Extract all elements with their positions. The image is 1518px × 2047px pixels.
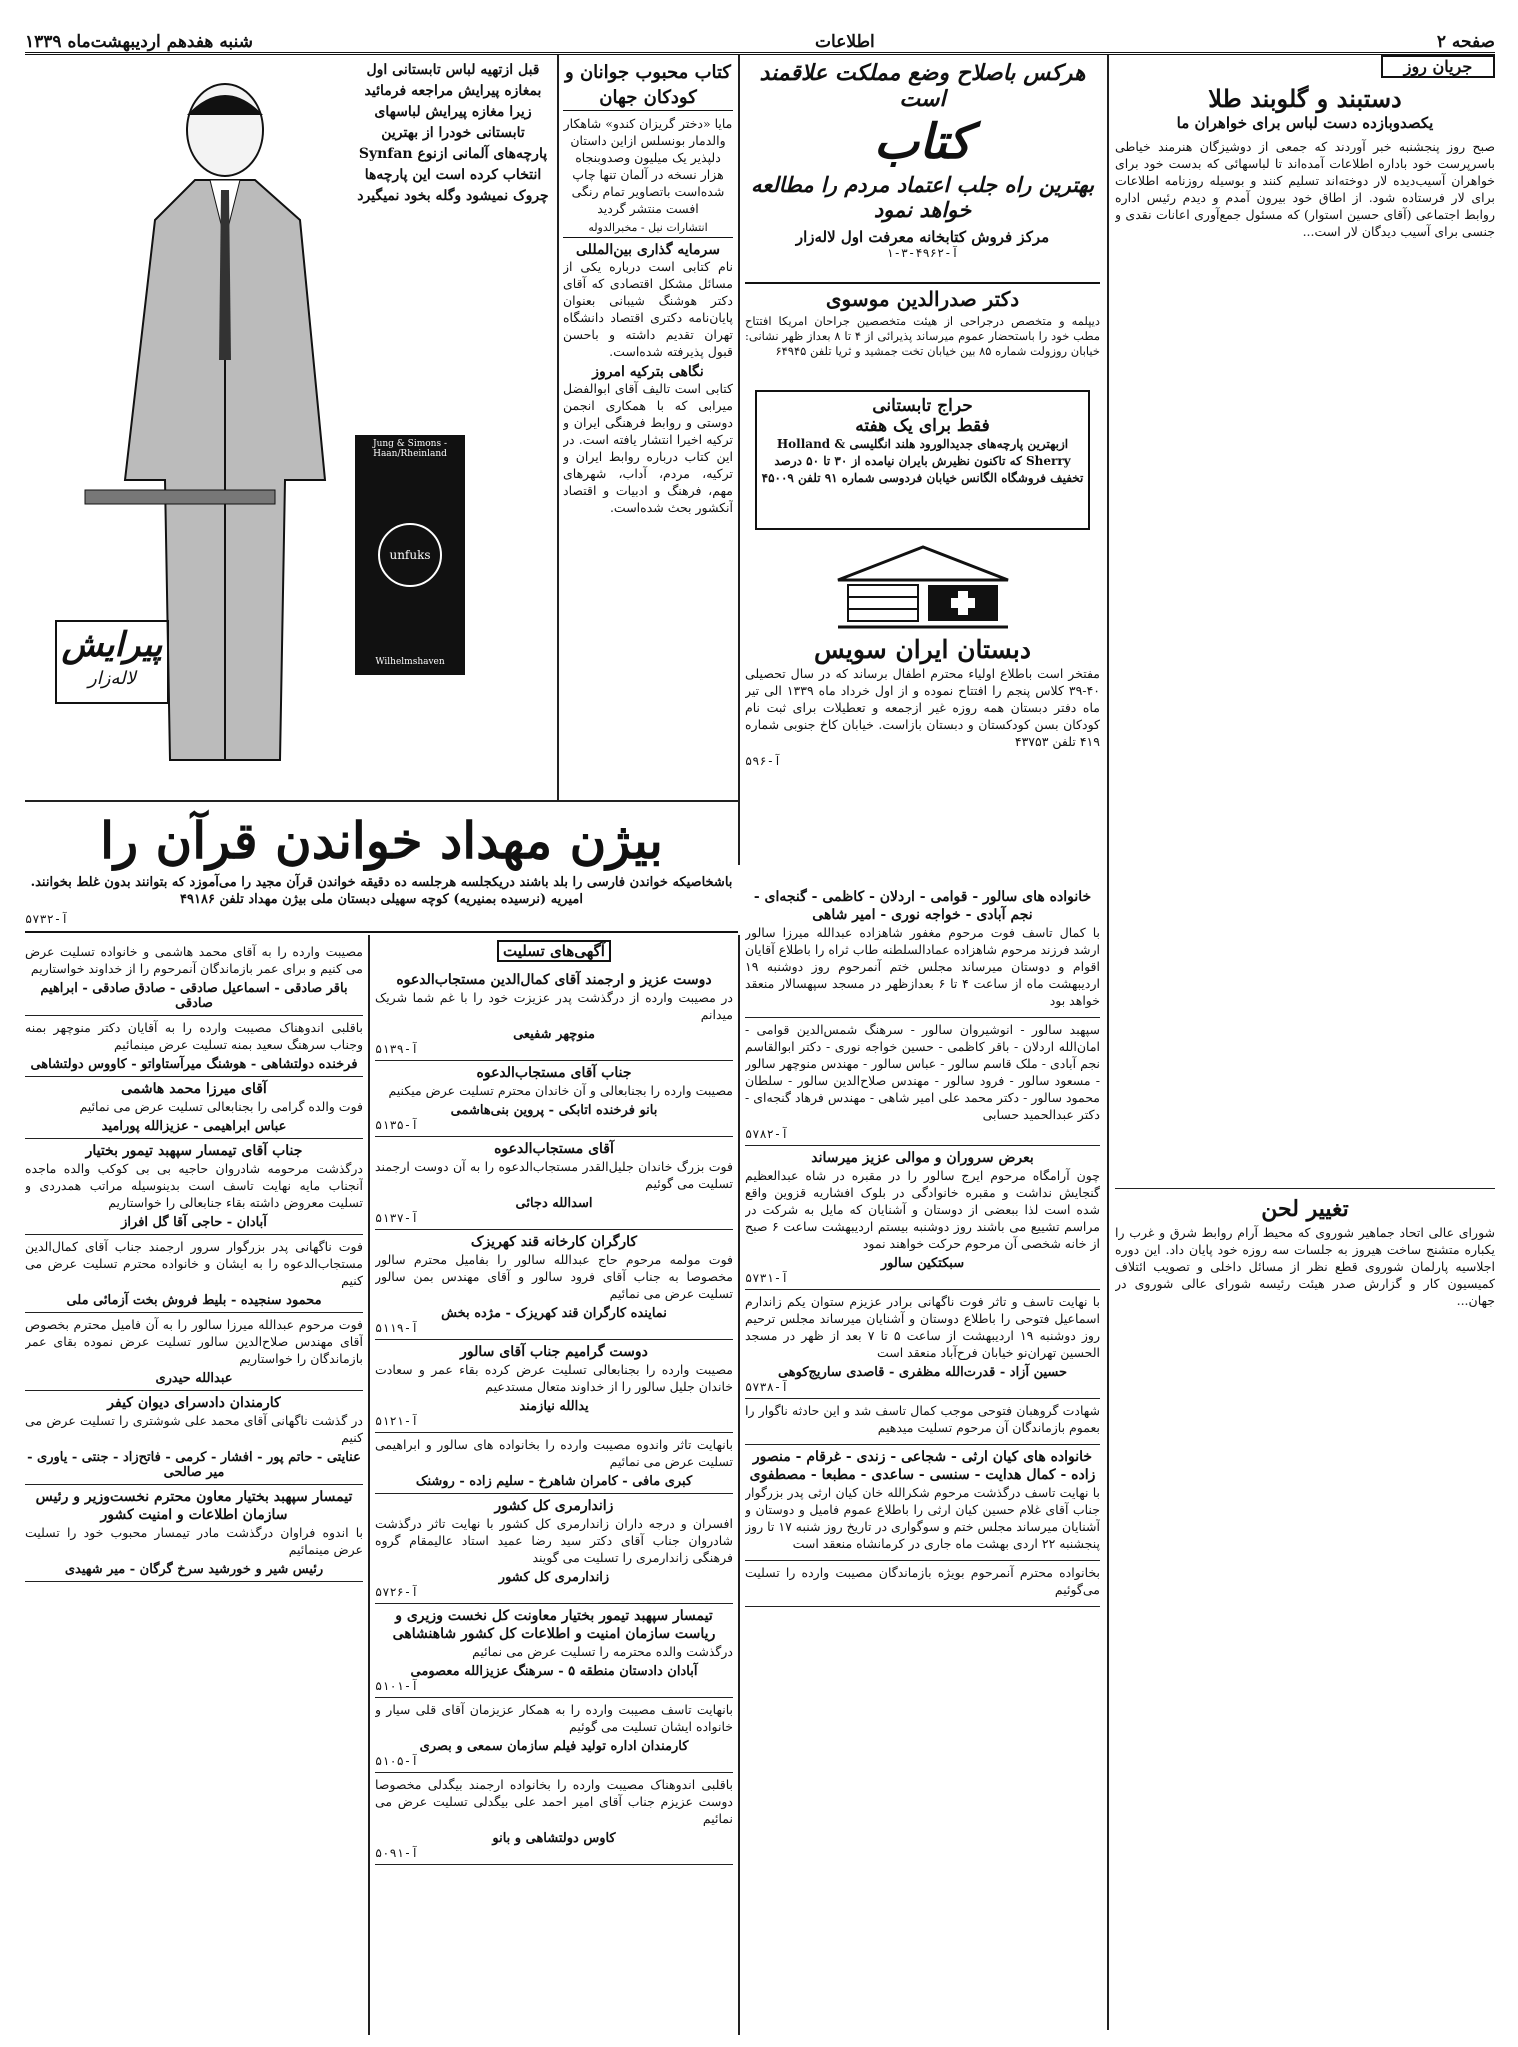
notice-signature: عنایتی - حاتم پور - افشار - کرمی - فاتح‌زاد - جنتی - یاوری - میر صالحی (27, 1450, 361, 1480)
condolence-notice (745, 1561, 1100, 1607)
page-number: صفحه ۲ (1436, 32, 1495, 52)
condolence-notice (745, 1290, 1100, 1399)
condolence-notice (745, 1018, 1100, 1146)
notice-code: آ-۵۷۳۸ (745, 1380, 789, 1394)
condolence-notice (375, 1433, 733, 1494)
notice-title: تیمسار سپهبد تیمور بختیار معاونت کل نخست وزیری و ریاست سازمان امنیت و اطلاعات کل کشور شاهنشاهی (392, 1608, 716, 1642)
notice-code: آ-۵۱۳۵ (375, 1118, 419, 1132)
article-body-2: شورای عالی اتحاد جماهیر شوروی که محیط آرام روابط شرق و غرب را یکباره متشنج ساخت هیروز به جلسات سه روزه خود پایان داد. این دوره اجلاسیه پارلمان شوروی قطع نظر از مسائل داخلی و تصویب ائتلاف کمیسیون کار و گزارش صدر هیئت رئیسه شورای عالی شوروی در جهان... (1115, 1225, 1495, 1308)
condolence-notice (375, 1604, 733, 1698)
bookstore-ad (745, 60, 1100, 265)
notice-signature: محمود سنجیده - بلیط فروش بخت آزمائی ملی (66, 1293, 322, 1308)
notice-text: فوت والده گرامی را بجنابعالی تسلیت عرض می نمائیم (79, 1099, 363, 1114)
school-code: آ-۵۹۶ (745, 754, 782, 768)
books-sub-2: نگاهی بترکیه امروز (592, 364, 704, 380)
bookstore-line-2: کتاب (873, 114, 972, 170)
notice-text: فوت مرحوم عبدالله میرزا سالور را به آن فامیل محترم بخصوص آقای مهندس صلاح‌الدین سالور تسلیت عرض نموده بقای عمر بازماندگان را خواستاریم (25, 1317, 363, 1366)
notice-text: با نهایت تاسف و تاثر فوت ناگهانی برادر عزیزم ستوان یکم زاندارم اسماعیل فتوحی را باطلاع دوستان و آشنایان میرساند مجلس ترحیم روز دوشنبه ۱۹ اردیبهشت از ساعت ۵ تا ۷ بعد از ظهر در مسجد الحسین تهران‌نو خیابان فرح‌آباد منعقد است (745, 1294, 1100, 1360)
clothing-text: قبل ازتهیه لباس تابستانی اول بمغازه پیرایش مراجعه فرمائید زیرا مغازه پیرایش لباسهای تابستانی خودرا از بهترین پارچه‌های آلمانی ازنوع Synfan انتخاب کرده است این پارچه‌ها چروک نمیشود وگله بخود نمیگیرد (357, 62, 549, 204)
condolences-header-text: آگهی‌های تسلیت (503, 942, 605, 960)
notice-signature: فرخنده دولتشاهی - هوشنگ میرآستاواتو - کاووس دولتشاهی (30, 1057, 358, 1072)
notice-text: فوت ناگهانی پدر بزرگوار سرور ارجمند جناب آقای کمال‌الدین مستجاب‌الدعوه را به ایشان و خانواده محترم تسلیت عرض می کنیم (25, 1239, 363, 1288)
condolence-notice (25, 1313, 363, 1391)
notice-code: آ-۵۱۱۹ (375, 1321, 419, 1335)
notice-title: بعرض سروران و موالی عزیز میرساند (811, 1150, 1034, 1166)
paper-name: اطلاعات (815, 32, 875, 52)
notice-signature: کاوس دولتشاهی و بانو (492, 1831, 616, 1846)
notice-title: خانواده های کیان ارثی - شجاعی - زندی - غرقام - منصور زاده - کمال هدایت - سنسی - ساعدی - مطبعا - مصطفوی (749, 1449, 1096, 1483)
clothing-ad (25, 60, 553, 795)
fabric-logo (378, 523, 442, 587)
notice-text: در گذشت ناگهانی آقای محمد علی شوشتری را تسلیت عرض می کنیم (25, 1413, 363, 1445)
condolence-notice (25, 1485, 363, 1582)
condolence-notice (745, 885, 1100, 1018)
notice-text: چون آرامگاه مرحوم ایرج سالور را در مقبره در شاه عبدالعظیم گنجایش نداشت و مقبره خانوادگی در بلوک افشاریه قزوین واقع شده است لذا ببعضی از دوستان و آشنایان که مایل به شرکت در مراسم تشییع می باشند روز دوشنبه بیستم اردیبهشت ساعت ۶ صبح از خانه شخصی آن مرحوم حرکت خواهند نمود (745, 1168, 1100, 1251)
books-sub-1-body: نام کتابی است درباره یکی از مسائل مشکل اقتصادی که آقای دکتر هوشنگ شیبانی بعنوان پایان‌نامه دکتری اقتصاد دانشگاه تهران تقدیم داشته و باحسن قبول پذیرفته شده‌است. (563, 259, 733, 359)
notice-signature: عبدالله حیدری (155, 1371, 233, 1386)
quran-title: بیژن مهداد خواندن قرآن را (100, 811, 663, 870)
notice-signature: منوچهر شفیعی (513, 1027, 595, 1042)
notice-title: کارمندان دادسرای دیوان کیفر (107, 1395, 281, 1411)
condolences-col-1 (25, 940, 363, 2030)
sidebar (1115, 55, 1495, 2035)
section-title: جریان روز (1381, 55, 1495, 78)
notice-text: درگذشت والده محترمه را تسلیت عرض می نمائیم (472, 1644, 733, 1659)
notice-signature: آبادان - حاجی آقا گل افراز (121, 1215, 267, 1230)
school-ad (745, 545, 1100, 875)
books-sub-1: سرمایه گذاری بین‌المللی (576, 242, 720, 258)
notice-text: بانهایت تاسف مصیبت وارده را به همکار عزیزمان آقای قلی سیار و خانواده ایشان تسلیت می گوئیم (375, 1702, 733, 1734)
fabric-label (355, 435, 465, 675)
notice-signature: عباس ابراهیمی - عزیزالله پورامید (101, 1119, 287, 1134)
fabric-sub: Wilhelmshaven (375, 657, 445, 667)
notice-signature: اسدالله دجائی (515, 1196, 593, 1211)
condolence-notice (375, 1494, 733, 1604)
fabric-brand: Jung & Simons - Haan/Rheinland (372, 439, 447, 459)
notice-text: در مصیبت وارده از درگذشت پدر عزیزت خود را با غم شما شریک میدانم (375, 990, 733, 1022)
quran-code: آ-۵۷۳۲ (25, 912, 69, 926)
books-sub-2-body: کتابی است تالیف آقای ابوالفضل میرابی که با همکاری انجمن دوستی و روابط فرهنگی ایران و ترکیه اخیرا انتشار یافته است. در این کتاب درباره روابط ایران و ترکیه، مردم، آداب، شهرهای مهم، فرهنگ و ادبیات و اقتصاد آنکشور بحث شده‌است. (563, 381, 733, 515)
notice-code: آ-۵۱۲۱ (375, 1414, 419, 1428)
notice-title: جناب آقای مستجاب‌الدعوه (476, 1065, 632, 1081)
notice-text: بانهایت تاثر واندوه مصیبت وارده را بخانواده های سالور و ابراهیمی تسلیت عرض می نمائیم (375, 1437, 733, 1469)
notice-title: آقای مستجاب‌الدعوه (494, 1141, 614, 1157)
article-body-1: صبح روز پنجشنبه خبر آوردند که جمعی از دوشیزگان هنرمند خیاطی باسرپرست خود باداره اطلاعات آمده‌اند تا لباسهائی که بدست خود برای خواهران آسیب‌دیده لار دوخته‌اند تسلیم کنند و بوسیله روزنامه اطلاعات برای لار فرستاده شود. از اطاق خود بیرون آمدم و دیدم رئیس اداره روابط اجتماعی (آقای حسین استوار) که مسئول جمع‌آوری اعانات نقدی و جنسی برای آسیب دیدگان لار است... (1115, 139, 1495, 239)
notice-text: درگذشت مرحومه شادروان حاجیه بی بی کوکب والده ماجده آنجناب مایه نهایت تاسف است بدینوسیله مراتب همدردی و تسلیت معروض داشته بقاء جنابعالی را خواستاریم (25, 1161, 363, 1210)
notice-text: فوت مولمه مرحوم حاج عبدالله سالور را بفامیل محترم سالور مخصوصا به جناب آقای فرود سالور و آقای مهندس بمن سالور تسلیت عرض می نمائیم (375, 1252, 733, 1301)
notice-signature: کبری مافی - کامران شاهرخ - سلیم زاده - روشنک (415, 1474, 693, 1489)
books-publisher: انتشارات نیل - مخبرالدوله (563, 221, 733, 238)
notice-signature: آبادان دادستان منطقه ۵ - سرهنگ عزیزالله معصومی (410, 1664, 698, 1679)
notice-text: فوت بزرگ خاندان جلیل‌القدر مستجاب‌الدعوه را به آن دوست ارجمند تسلیت می گوئیم (375, 1159, 733, 1191)
condolence-notice (375, 968, 733, 1061)
doctor-name: دکتر صدرالدین موسوی (825, 287, 1020, 311)
notice-signature: حسین آزاد - قدرت‌الله مظفری - قاصدی ساریج‌کوهی (777, 1365, 1068, 1380)
store-logo (55, 620, 169, 704)
condolence-notice (375, 1773, 733, 1865)
notice-signature: رئیس شیر و خورشید سرخ گرگان - میر شهیدی (64, 1562, 324, 1577)
store-logo-name: پیرایش (61, 625, 163, 665)
condolences-col-2 (375, 940, 733, 2030)
condolence-notice (745, 1399, 1100, 1445)
notice-text: مصیبت وارده را بجنابعالی تسلیت عرض کرده بقاء عمر و سعادت خاندان جلیل سالور را از خداوند متعال مستدعیم (375, 1362, 733, 1394)
notice-signature: بانو فرخنده اتابکی - پروین بنی‌هاشمی (450, 1103, 658, 1118)
condolence-notice (25, 940, 363, 1016)
notice-title: جناب آقای تیمسار سپهبد تیمور بختیار (85, 1143, 303, 1159)
bookstore-code: آ-۴۹۶۲-۳-۱ (886, 246, 959, 260)
notice-title: تیمسار سپهبد بختیار معاون محترم نخست‌وزیر و رئیس سازمان اطلاعات و امنیت کشور (35, 1489, 353, 1523)
condolence-notice (25, 1016, 363, 1077)
condolence-notice (25, 1391, 363, 1485)
doctor-text: دیپلمه و متخصص درجراحی از هیئت متخصصین جراحان امریکا افتتاح مطب خود را باستحضار عموم میرساند پذیرائی از ۴ تا ۸ بعداز ظهر نشانی: خیابان روزولت شماره ۸۵ بین خیابان تخت جمشید و ثریا تلفن ۶۴۹۴۵ (745, 314, 1100, 358)
bookstore-line-1: هرکس باصلاح وضع مملکت علاقمند است (759, 60, 1086, 112)
notice-code: آ-۵۱۰۱ (375, 1679, 419, 1693)
doctor-ad (745, 282, 1100, 377)
notice-title: زاندارمری کل کشور (494, 1498, 614, 1514)
notice-signature: زاندارمری کل کشور (498, 1570, 610, 1585)
sale-title: حراج تابستانی (872, 396, 973, 416)
condolence-notice (745, 1146, 1100, 1290)
quran-ad (25, 808, 738, 933)
notice-title: دوست عزیز و ارجمند آقای کمال‌الدین مستجاب‌الدعوه (396, 972, 712, 988)
books-ad (563, 60, 733, 800)
notice-code: آ-۵۷۲۶ (375, 1585, 419, 1599)
condolence-notice (745, 1445, 1100, 1561)
notice-text: شهادت گروهبان فتوحی موجب کمال تاسف شد و این حادثه ناگوار را بعموم بازماندگان آن مرحوم تسلیت میدهیم (745, 1403, 1100, 1435)
notice-signature: یدالله نیازمند (519, 1399, 589, 1414)
notice-title: خانواده های سالور - قوامی - اردلان - کاظمی - گنجه‌ای - نجم آبادی - خواجه نوری - امیر شاهی (753, 889, 1092, 923)
sale-subtitle: فقط برای یک هفته (855, 416, 990, 436)
notice-text: با نهایت تاسف درگذشت مرحوم شکرالله خان کیان ارثی پدر بزرگوار جناب آقای غلام حسین کیان ارثی را باطلاع عموم فامیل و دوستان و آشنایان میرساند مجلس ختم و سوگواری در تاریخ روز شنبه ۱۷ تا روز پنجشنبه ۲۲ اردی بهشت ماه جاری در کرمانشاه منعقد است (745, 1485, 1100, 1551)
notice-code: آ-۵۱۳۹ (375, 1042, 419, 1056)
notice-text: با کمال تاسف فوت مرحوم مغفور شاهزاده عبدالله میرزا سالور ارشد فرزند مرحوم شاهزاده عمادالسلطنه طاب ثراه را باطلاع آقایان اقوام و دوستان میرساند مجلس ختم آنمرحوم روز دوشنبه ۱۹ اردیبهشت ماه از ساعت ۴ تا ۶ بعدازظهر در مسجد سپهسالار منعقد خواهد بود (745, 925, 1100, 1008)
condolences-col-3 (745, 885, 1100, 2030)
notice-signature: کارمندان اداره تولید فیلم سازمان سمعی و بصری (419, 1739, 689, 1754)
notice-text: مصیبت وارده را بجنابعالی و آن خاندان محترم تسلیت عرض میکنیم (388, 1083, 733, 1098)
notice-code: آ-۵۱۰۵ (375, 1754, 419, 1768)
notice-text: مصیبت وارده را به آقای محمد هاشمی و خانواده تسلیت عرض می کنیم و برای عمر بازماندگان آنمرحوم را از خداوند خواستاریم (25, 944, 363, 976)
condolence-notice (25, 1235, 363, 1313)
notice-signature: سبکتکین سالور (880, 1256, 965, 1271)
quran-text: باشخاصیکه خواندن فارسی را بلد باشند دریکجلسه هرجلسه ده دقیقه خواندن قرآن مجید را می‌آموزد که بتوانند بدون غلط بخوانند. امیریه (نرسیده بمنیریه) کوچه سهیلی دبستان ملی بیژن مهداد تلفن ۴۹۱۸۶ (30, 875, 733, 907)
notice-text: باقلبی اندوهناک مصیبت وارده را به آقایان دکتر منوچهر بمنه وجناب سرهنگ سعید بمنه تسلیت عرض مینمائیم (25, 1020, 363, 1052)
condolence-notice (25, 1139, 363, 1235)
condolences-header (497, 940, 611, 962)
notice-code: آ-۵۷۳۱ (745, 1271, 789, 1285)
notice-text: باقلبی اندوهناک مصیبت وارده را بخانواده ارجمند بیگدلی مخصوصا دوست عزیزم جناب آقای امیر احمد علی بیگدلی تسلیت عرض می نمائیم (375, 1777, 733, 1826)
school-text: مفتخر است باطلاع اولیاء محترم اطفال برساند که در سال تحصیلی ۴۰-۳۹ کلاس پنجم را افتتاح نموده و از اول خرداد ماه ۱۳۳۹ الی تیر ماه دفتر دبستان همه روزه غیر ازجمعه و تعطیلات برای ثبت نام کودکان بسن کودکستان و دبستان بازاست. خیابان کاخ جنوبی شماره ۴۱۹ تلفن ۴۳۷۵۳ (745, 666, 1100, 749)
condolence-notice (375, 1230, 733, 1340)
notice-text: بخانواده محترم آنمرحوم بویژه بازماندگان مصیبت وارده را تسلیت می‌گوئیم (745, 1565, 1100, 1597)
notice-title: دوست گرامیم جناب آقای سالور (460, 1344, 648, 1360)
notice-signature: نماینده کارگران قند کهریزک - مژده بخش (441, 1306, 667, 1321)
headline-2: تغییر لحن (1261, 1196, 1349, 1222)
condolence-notice (375, 1137, 733, 1230)
notice-title: کارگران کارخانه قند کهریزک (470, 1234, 638, 1250)
condolence-notice (25, 1077, 363, 1139)
condolence-notice (375, 1698, 733, 1773)
books-title: کتاب محبوب جوانان و کودکان جهان (563, 60, 733, 111)
issue-date: شنبه هفدهم اردیبهشت‌ماه ۱۳۳۹ (25, 32, 253, 52)
school-logo (828, 545, 1018, 635)
bookstore-footer: مرکز فروش کتابخانه معرفت اول لاله‌زار (795, 228, 1050, 246)
books-text: مایا «دختر گریزان کندو» شاهکار والدمار بونسلس ازاین داستان دلپذیر یک میلیون وصدوبنجاه هزار نسخه در آلمان تنها چاپ شده‌است باتصاویر تمام رنگی افست منتشر گردید (563, 116, 733, 216)
store-logo-sub: لاله‌زار (88, 668, 136, 689)
subheadline-1: یکصدوبازده دست لباس برای خواهران ما (1176, 114, 1434, 132)
notice-text: با اندوه فراوان درگذشت مادر تیمسار محبوب خود را تسلیت عرض مینمائیم (25, 1525, 363, 1557)
notice-code: آ-۵۷۸۲ (745, 1127, 789, 1141)
bookstore-line-3: بهترین راه جلب اعتماد مردم را مطالعه خواهد نمود (750, 172, 1095, 222)
notice-title: آقای میرزا محمد هاشمی (121, 1081, 267, 1097)
sale-ad (755, 390, 1090, 530)
masthead (25, 30, 1495, 55)
notice-code: آ-۵۰۹۱ (375, 1846, 419, 1860)
notice-text: سپهبد سالور - انوشیروان سالور - سرهنگ شمس‌الدین قوامی - امان‌الله اردلان - باقر کاظمی - حسین خواجه نوری - دکتر ابوالقاسم نجم آبادی - ملک قاسم سالور - عباس سالور - مهندس منوچهر سالور - مسعود سالور - فرود سالور - مهندس صلاح‌الدین سالور - سلطان محمود سالور - دکتر محمد علی امیر شاهی - مهندس فرهاد گنجه‌ای - دکتر عبدالحمید حسابی (745, 1022, 1100, 1122)
sale-text: ازبهترین پارچه‌های جدیدالورود هلند انگلیسی Holland & Sherry که تاکنون نظیرش بایران نیامده از ۳۰ تا ۵۰ درصد تخفیف فروشگاه الگانس خیابان فردوسی شماره ۹۱ تلفن ۴۵۰۰۹ (761, 437, 1084, 485)
notice-text: افسران و درجه داران زاندارمری کل کشور با نهایت تاثر درگذشت شادروان جناب آقای دکتر سید رضا عمید استاد عالیمقام گروه فرهنگی زاندارمری را تسلیت می گویند (375, 1516, 733, 1565)
fabric-logo-text: unfuks (389, 548, 431, 562)
condolence-notice (375, 1340, 733, 1433)
notice-code: آ-۵۱۳۷ (375, 1211, 419, 1225)
condolence-notice (375, 1061, 733, 1137)
headline-1: دستبند و گلوبند طلا (1208, 84, 1402, 113)
school-name: دبستان ایران سویس (813, 635, 1032, 664)
notice-signature: باقر صادقی - اسماعیل صادقی - صادق صادقی - ابراهیم صادقی (40, 981, 348, 1011)
